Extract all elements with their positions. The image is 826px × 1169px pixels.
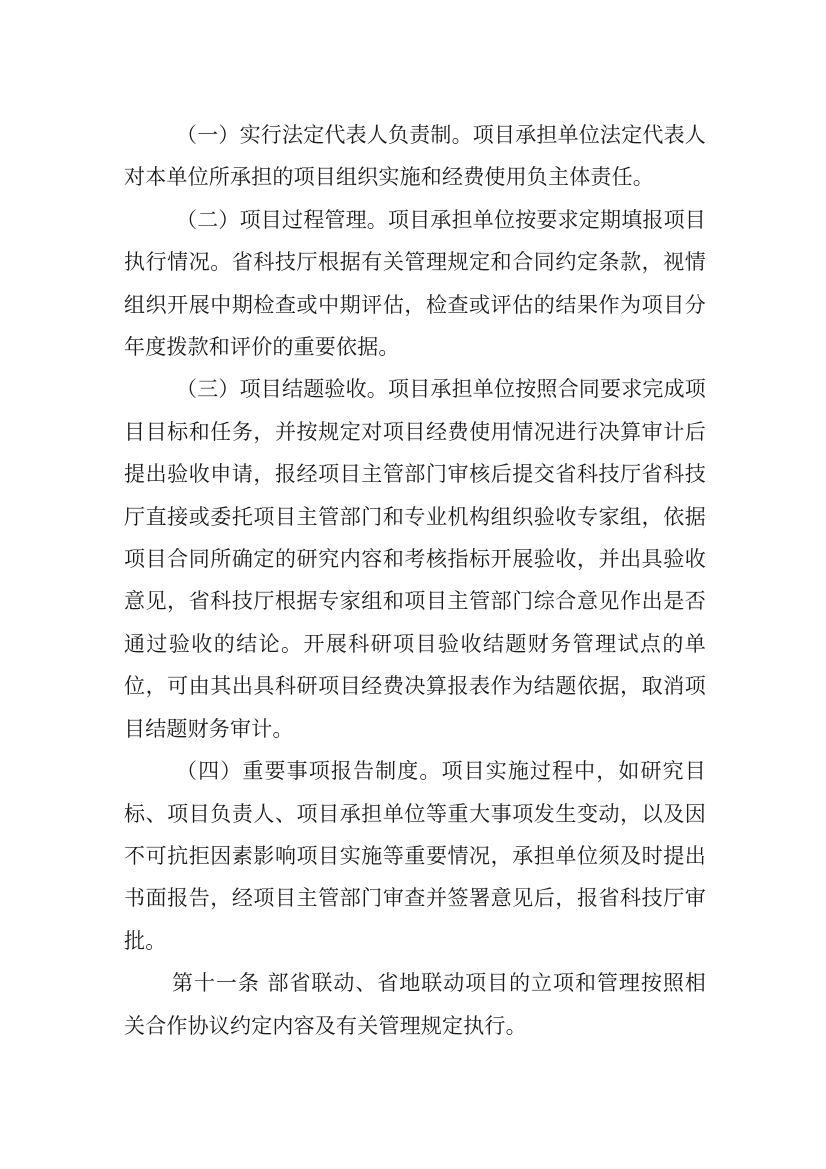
paragraph-major-matters-report: （四）重要事项报告制度。项目实施过程中，如研究目标、项目负责人、项目承担单位等重大事项发生变动，以及因不可抗拒因素影响项目实施等重要情况，承担单位须及时提出书面报告，经项目主管部门审查并签署意见后，报省科技厅审批。 — [124, 759, 706, 953]
document-body — [124, 114, 706, 1047]
paragraph-legal-representative: （一）实行法定代表人负责制。项目承担单位法定代表人对本单位所承担的项目组织实施和经费使用负主体责任。 — [124, 123, 706, 190]
paragraph-article-eleven: 第十一条 部省联动、省地联动项目的立项和管理按照相关合作协议约定内容及有关管理规定执行。 — [124, 971, 706, 1038]
paragraph-process-management: （二）项目过程管理。项目承担单位按要求定期填报项目执行情况。省科技厅根据有关管理规定和合同约定条款，视情组织开展中期检查或中期评估，检查或评估的结果作为项目分年度拨款和评价的重要依据。 — [124, 207, 706, 360]
paragraph-completion-acceptance: （三）项目结题验收。项目承担单位按照合同要求完成项目目标和任务，并按规定对项目经费使用情况进行决算审计后提出验收申请，报经项目主管部门审核后提交省科技厅省科技厅直接或委托项目主管部门和专业机构组织验收专家组，依据项目合同所确定的研究内容和考核指标开展验收，并出具验收意见，省科技厅根据专家组和项目主管部门综合意见作出是否通过验收的结论。开展科研项目验收结题财务管理试点的单位，可由其出具科研项目经费决算报表作为结题依据，取消项目结题财务审计。 — [124, 377, 706, 741]
